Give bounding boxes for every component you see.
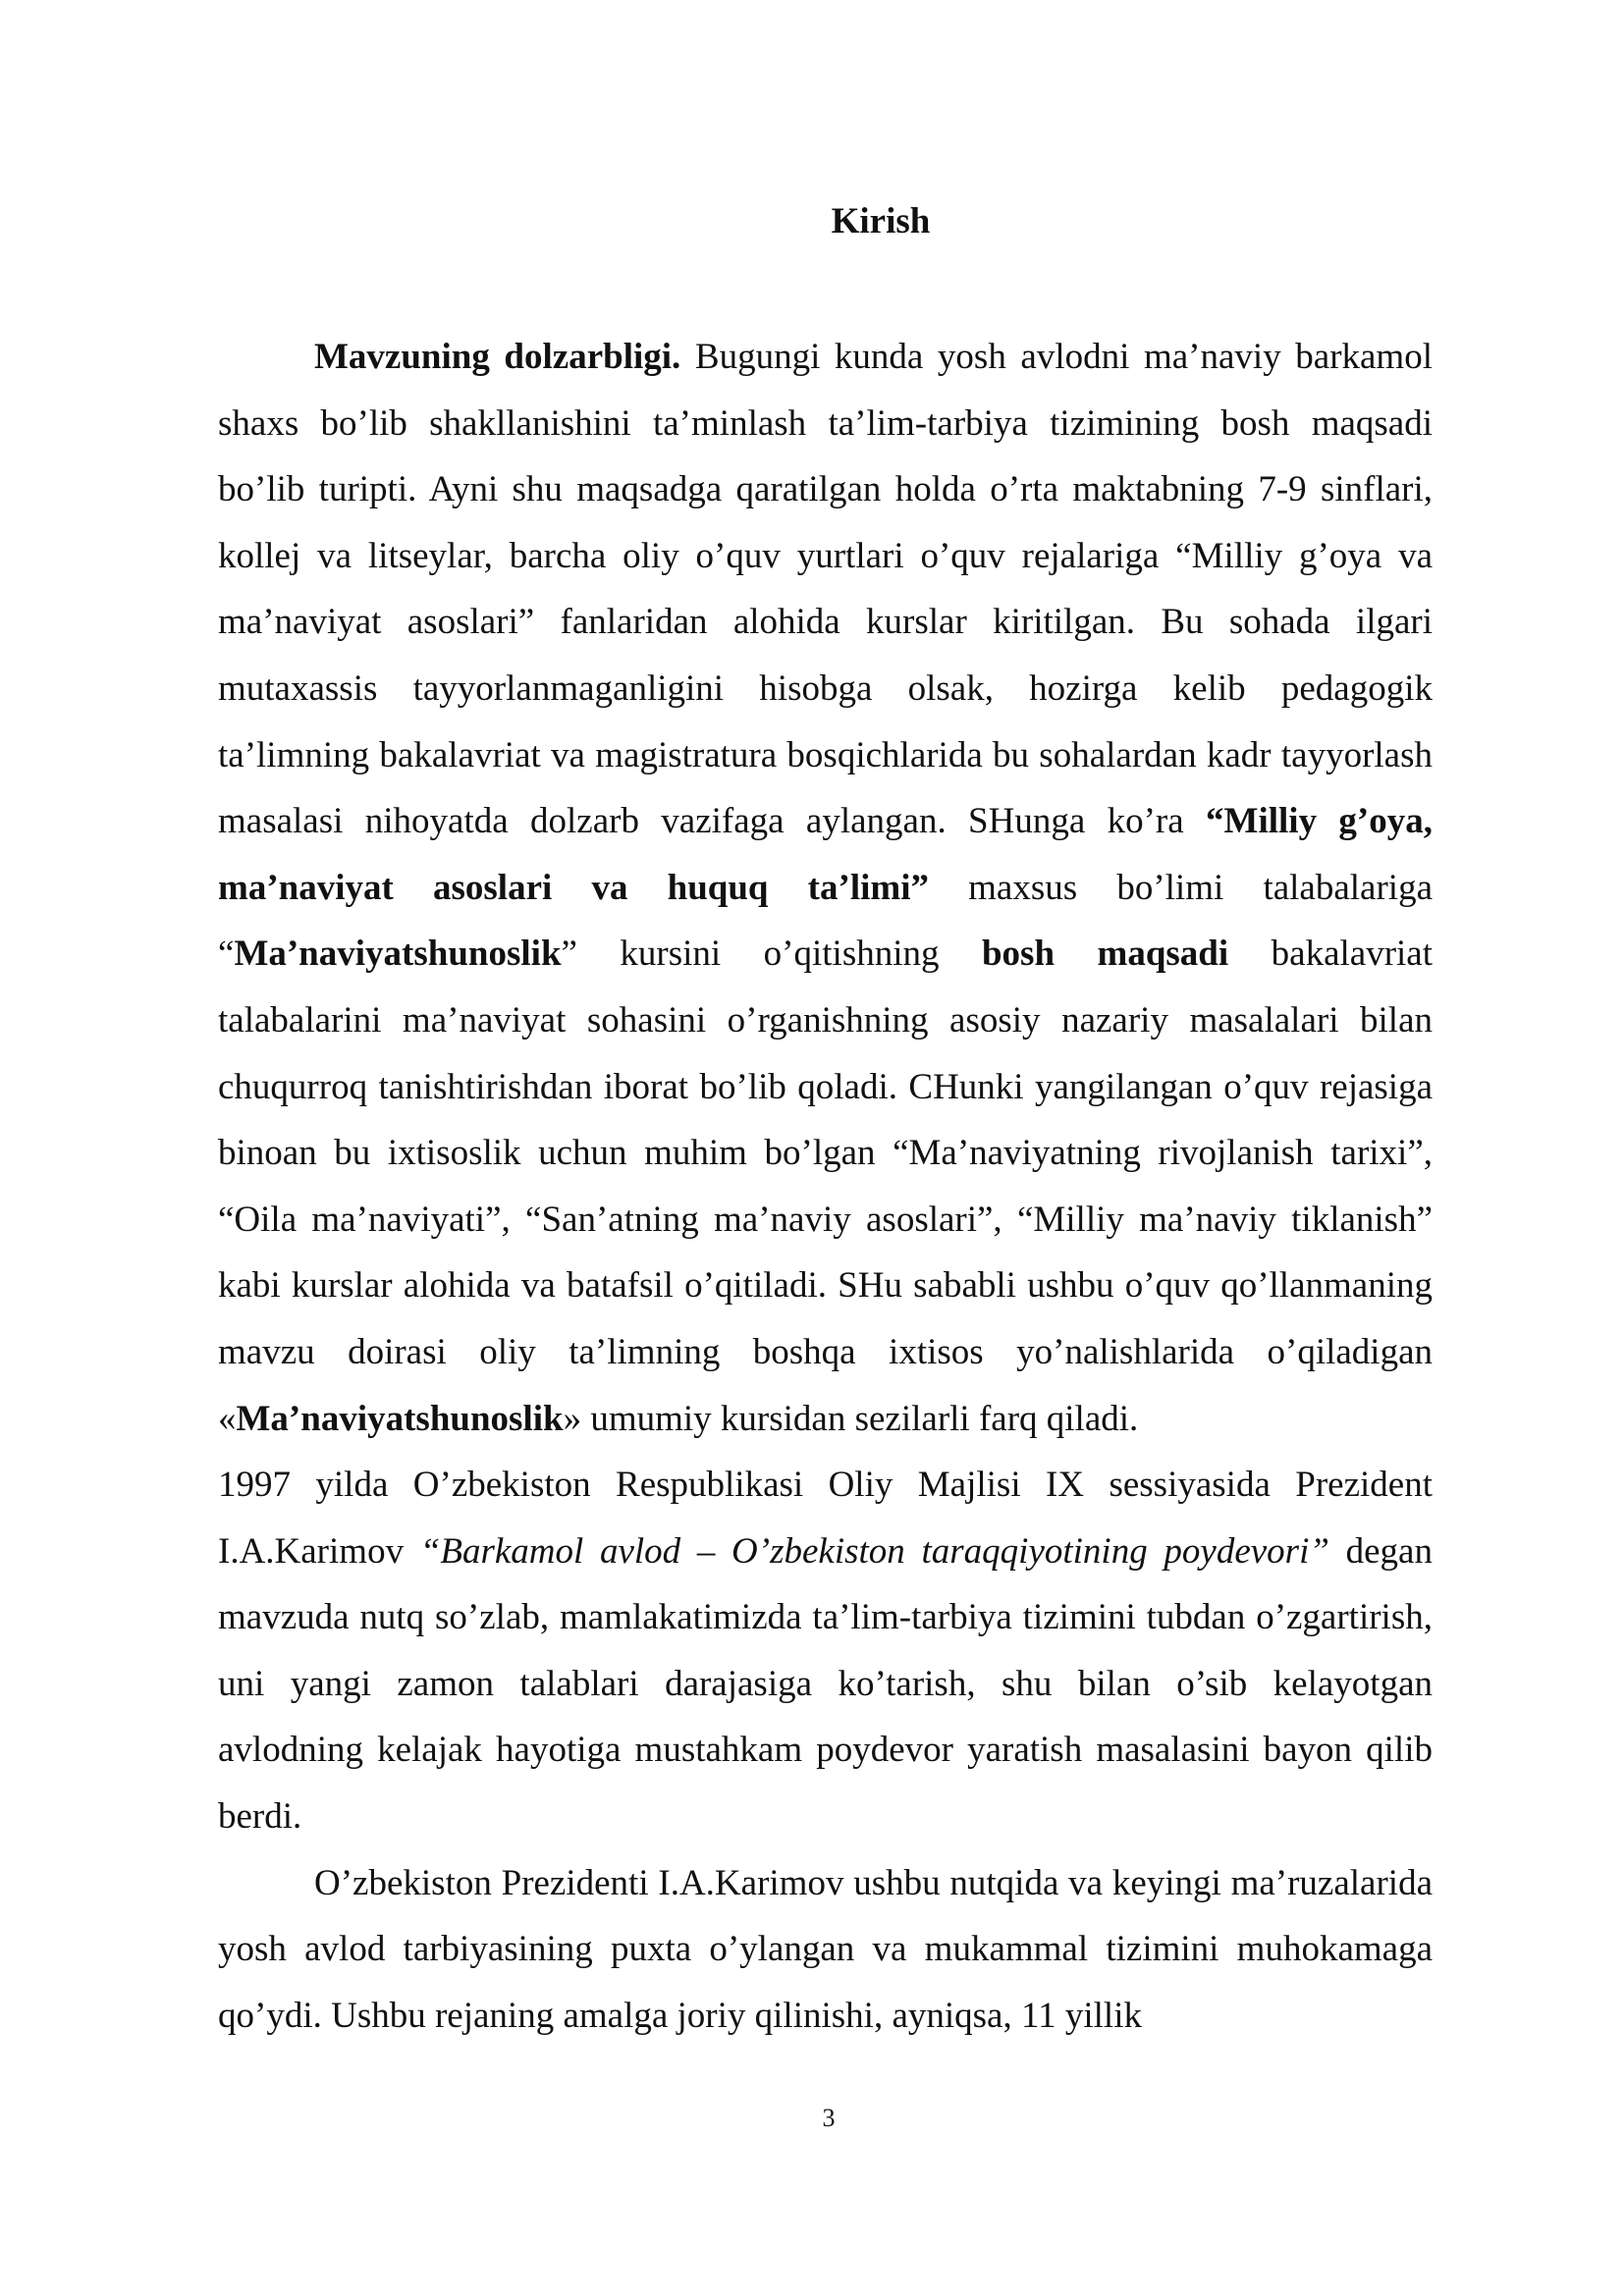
paragraph-text: O’zbekiston Prezidenti I.A.Karimov ushbu nutqida va keyingi ma’ruzalarida yosh avlod tarbiyasining puxta o’ylangan va mukammal tizimini muhokamaga qo’ydi. Ushbu rejaning amalga joriy qilinishi, ayniqsa, 11 yillik xyxy=(218,1862,1433,2036)
page-title: Kirish xyxy=(831,201,931,241)
paragraph-president-speech xyxy=(218,1850,1433,2050)
paragraph-text: maxsus bo’limi talabalariga “ xyxy=(218,867,1433,975)
relevance-lead-in: Mavzuning dolzarbligi. xyxy=(314,337,681,377)
paragraph-relevance xyxy=(218,324,1433,1452)
page-number: 3 xyxy=(822,2104,836,2132)
main-goal-phrase: bosh maqsadi xyxy=(981,934,1229,975)
paragraph-text: 1997 yilda O’zbekiston Respublikasi Oliy Majlisi IX sessiyasida Prezident I.A.Karimov xyxy=(218,1465,1433,1572)
paragraph-1997-session xyxy=(218,1452,1433,1850)
paragraph-text: bakalavriat talabalarini ma’naviyat sohasini o’rganishning asosiy nazariy masalalari bilan chuqurroq tanishtirishdan iborat bo’lib qoladi. CHunki yangilangan o’quv rejasiga binoan bu ixtisoslik uchun muhim bo’lgan “Ma’naviyatning rivojlanish tarixi”, “Oila ma’naviyati”, “San’atning ma’naviy asoslari”, “Milliy ma’naviy tiklanish” kabi kurslar alohida va batafsil o’qitiladi. SHu sababli ushbu o’quv qo’llanmaning mavzu doirasi oliy ta’limning boshqa ixtisos yo’nalishlarida o’qiladigan « xyxy=(218,934,1433,1439)
document-body xyxy=(218,324,1433,2049)
course-name: Ma’naviyatshunoslik xyxy=(234,934,562,975)
speech-title: “Barkamol avlod – O’zbekiston taraqqiyotining poydevori” xyxy=(419,1530,1329,1572)
paragraph-text: Bugungi kunda yosh avlodni ma’naviy barkamol shaxs bo’lib shakllanishini ta’minlash ta’lim-tarbiya tizimining bosh maqsadi bo’lib turipti. Ayni shu maqsadga qaratilgan holda o’rta maktabning 7-9 sinflari, kollej va litseylar, barcha oliy o’quv yurtlari o’quv rejalariga “Milliy g’oya va ma’naviyat asoslari” fanlaridan alohida kurslar kiritilgan. Bu sohada ilgari mutaxassis tayyorlanmaganligini hisobga olsak, hozirga kelib pedagogik ta’limning bakalavriat va magistratura bosqichlarida bu sohalardan kadr tayyorlash masalasi nihoyatda dolzarb vazifaga aylangan. SHunga ko’ra xyxy=(218,337,1433,842)
department-name: “Milliy g’oya, ma’naviyat asoslari va huquq ta’limi” xyxy=(218,801,1433,908)
course-name: Ma’naviyatshunoslik xyxy=(236,1398,564,1439)
paragraph-text: » umumiy kursidan sezilarli farq qiladi. xyxy=(563,1398,1139,1439)
paragraph-text: degan mavzuda nutq so’zlab, mamlakatimizda ta’lim-tarbiya tizimini tubdan o’zgartirish, uni yangi zamon talablari darajasiga ko’tarish, shu bilan o’sib kelayotgan avlodning kelajak hayotiga mustahkam poydevor yaratish masalasini bayon qilib berdi. xyxy=(218,1530,1433,1838)
paragraph-text: ” kursini o’qitishning xyxy=(561,934,982,975)
